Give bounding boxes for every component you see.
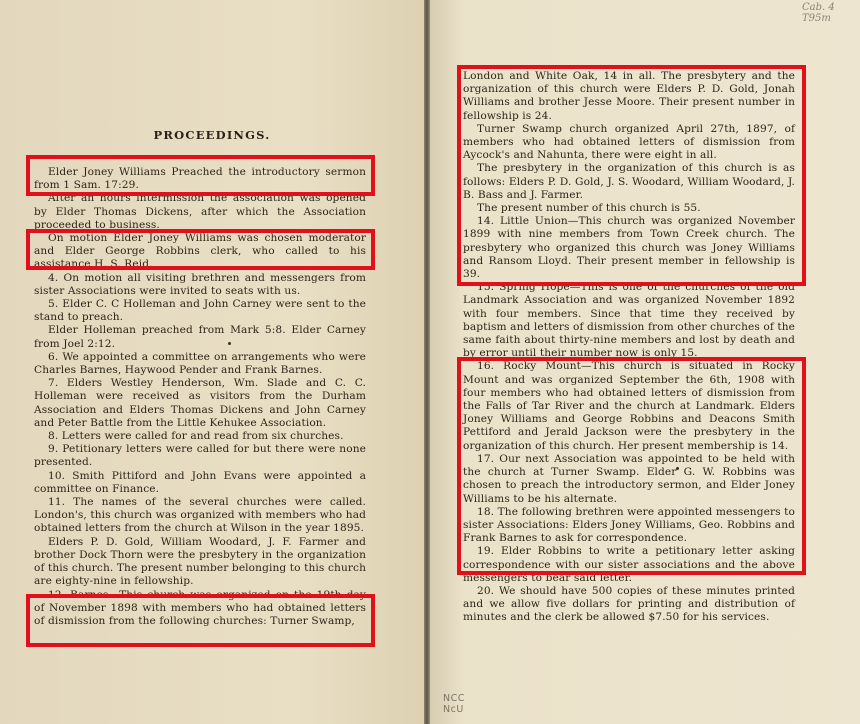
pencil-note-line-1: Cab. 4 bbox=[802, 2, 835, 13]
paragraph-holleman-preached: Elder Holleman preached from Mark 5:8. Elder Carney from Joel 2:12. bbox=[34, 324, 366, 350]
paragraph-item-8: 8. Letters were called for and read from six churches. bbox=[48, 430, 344, 443]
pencil-note-line-2: T95m bbox=[802, 13, 831, 24]
ink-speck bbox=[228, 342, 231, 345]
paragraph-item-19: 19. Elder Robbins to write a petitionary letter asking correspondence with our sister associations and the above messengers to bear said letter. bbox=[463, 545, 795, 584]
paragraph-item-16: 16. Rocky Mount—This church is situated in Rocky Mount and was organized September the 6th, 1908 with four members who had obtained letters of dismission from the Falls of Tar River and the church at Landmark. Elders Joney Williams and George Robbins and Deacons Smith Pettiford and Jerald Jackson were the presbytery in the organization of this church. Her present membership is 14. bbox=[463, 360, 795, 452]
paragraph-item-11: 11. The names of the several churches were called. London's, this church was organized with members who had obtained letters from the church at Wilson in the year 1895. bbox=[34, 496, 366, 535]
page-heading: PROCEEDINGS. bbox=[153, 128, 271, 142]
paragraph-item-18: 18. The following brethren were appointed messengers to sister Associations: Elders Joney Williams, Geo. Robbins and Frank Barnes to ask for correspondence. bbox=[463, 505, 795, 545]
paragraph-moderator-clerk: On motion Elder Joney Williams was chosen moderator and Elder George Robbins clerk, who called to his assistance H. S. Reid. bbox=[34, 232, 366, 271]
paragraph-introductory-sermon: Elder Joney Williams Preached the introductory sermon from 1 Sam. 17:29. bbox=[34, 166, 366, 192]
paragraph-item-4: 4. On motion all visiting brethren and messengers from sister Associations were invited to seats with us. bbox=[34, 271, 366, 297]
paragraph-item-6: 6. We appointed a committee on arrangements who were Charles Barnes, Haywood Pender and Frank Barnes. bbox=[34, 350, 366, 377]
paragraph-item-10: 10. Smith Pittiford and John Evans were appointed a committee on Finance. bbox=[34, 469, 366, 495]
paragraph-item-9: 9. Petitionary letters were called for but there were none presented. bbox=[34, 443, 366, 469]
library-stamp-line-1: NCC bbox=[443, 693, 465, 704]
paragraph-barnes-continued: London and White Oak, 14 in all. The presbytery and the organization of this church were Elders P. D. Gold, Jonah Williams and brother Jesse Moore. Their present number in fellowship is 24. bbox=[463, 70, 795, 122]
paragraph-item-7: 7. Elders Westley Henderson, Wm. Slade and C. C. Holleman were received as visitors from the Durham Association and Elders Thomas Dickens and John Carney and Peter Battle from the Little Kehukee Association. bbox=[34, 377, 366, 429]
paragraph-item-15: 15. Spring Hope—This is one of the churches of the old Landmark Association and was organized November 1892 with four members. Since that time they received by baptism and letters of dismission from other churches of the same faith about thirty-nine members and lost by death and by error until their number now is only 15. bbox=[463, 281, 795, 360]
paragraph-item-14: 14. Little Union—This church was organized November 1899 with nine members from Town Creek church. The presbytery who organized this church was Joney Williams and Ransom Lloyd. Their present member in fellowship is 39. bbox=[463, 215, 795, 281]
paragraph-item-12: 12. Barnes—This church was organized on the 19th day of November 1898 with members who had obtained letters of dismission from the following churches: Turner Swamp, bbox=[34, 588, 366, 627]
paragraph-item-20: 20. We should have 500 copies of these minutes printed and we allow five dollars for printing and distribution of minutes and the clerk be allowed $7.50 for his services. bbox=[463, 584, 795, 624]
paragraph-item-17: 17. Our next Association was appointed to be held with the church at Turner Swamp. Elder G. W. Robbins was chosen to preach the introductory sermon, and Elder Joney Williams to be his alternate. bbox=[463, 452, 795, 505]
paragraph-item-5: 5. Elder C. C Holleman and John Carney were sent to the stand to preach. bbox=[34, 298, 366, 324]
right-text-column bbox=[463, 70, 795, 625]
pencil-note bbox=[802, 2, 835, 24]
paragraph-turner-swamp-number: The present number of this church is 55. bbox=[477, 202, 701, 215]
paragraph-turner-swamp-presbytery: The presbytery in the organization of this church is as follows: Elders P. D. Gold, J. S. Woodard, William Woodard, J. B. Bass and J. Farmer. bbox=[463, 162, 795, 201]
paragraph-intermission: After an hours intermission the association was opened by Elder Thomas Dickens, after which the Association proceeded to business. bbox=[34, 192, 366, 231]
library-stamp-line-2: NcU bbox=[443, 704, 464, 715]
left-text-column bbox=[34, 166, 366, 628]
paragraph-turner-swamp: Turner Swamp church organized April 27th, 1897, of members who had obtained letters of dismission from Aycock's and Nahunta, there were eight in all. bbox=[463, 122, 795, 162]
left-page bbox=[0, 0, 424, 724]
library-stamp bbox=[443, 693, 465, 715]
paragraph-presbytery-londons: Elders P. D. Gold, William Woodard, J. F. Farmer and brother Dock Thorn were the presbytery in the organization of this church. The present number belonging to this church are eighty-nine in fellowship. bbox=[34, 535, 366, 588]
